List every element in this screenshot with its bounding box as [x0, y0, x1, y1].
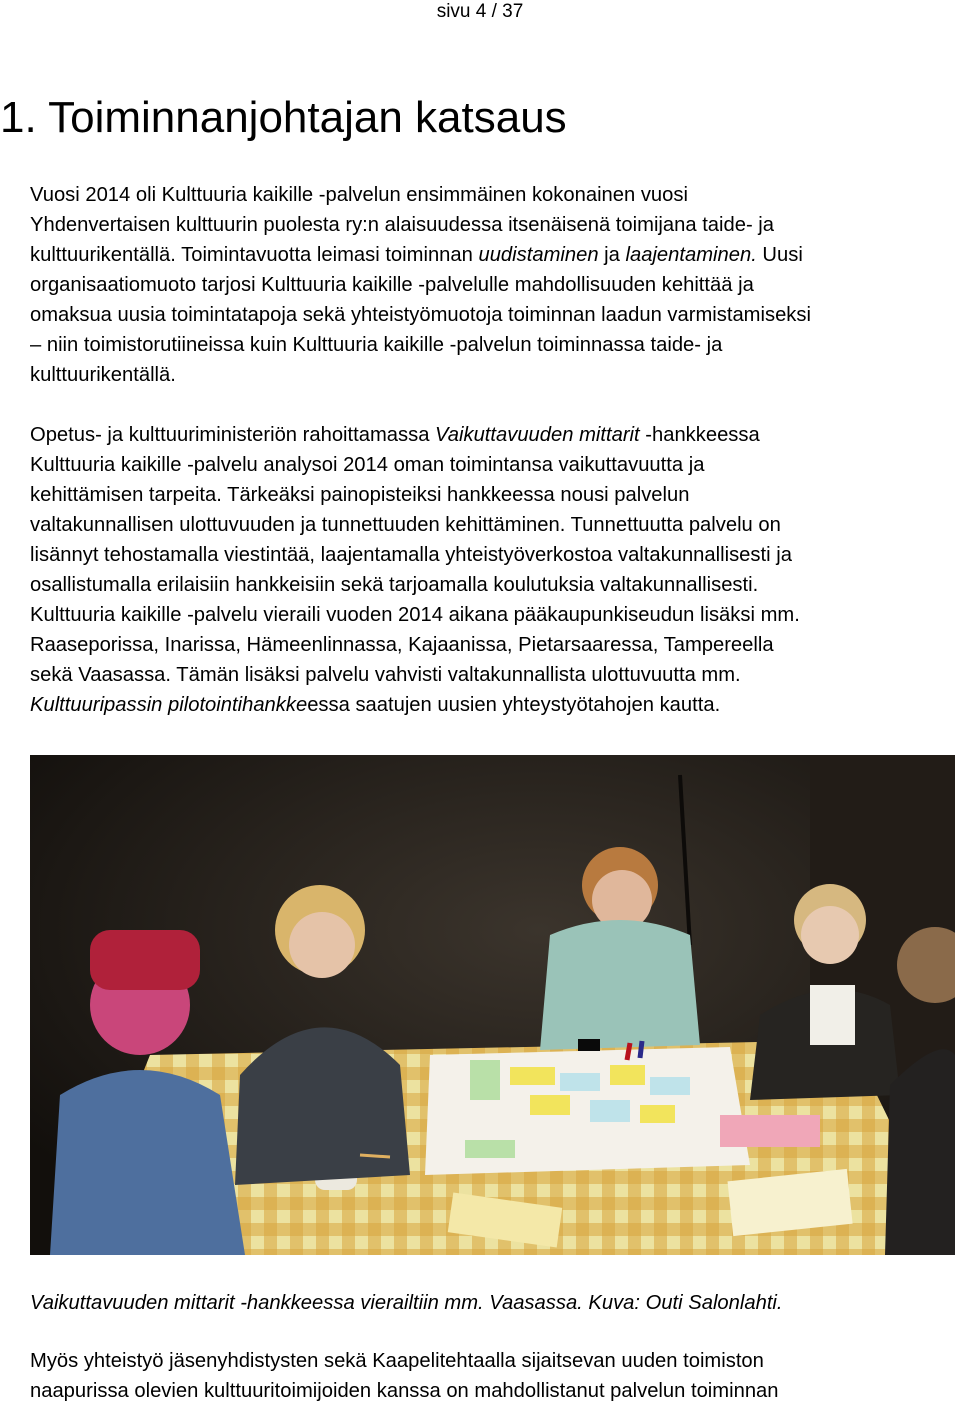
text-line: Yhdenvertaisen kulttuurin puolesta ry:n alaisuudessa itsenäisenä toimijana taide- ja	[30, 214, 775, 236]
emphasis: Kulttuuripassin pilotointihankke	[30, 694, 308, 716]
marker	[627, 1043, 630, 1060]
sticky-note	[640, 1105, 675, 1123]
text-line: Kulttuuria kaikille -palvelu vieraili vuoden 2014 aikana pääkaupunkiseudun lisäksi mm.	[30, 604, 800, 626]
sticky-note	[650, 1077, 690, 1095]
text-line: kehittämisen tarpeita. Tärkeäksi painopisteiksi hankkeessa nousi palvelun	[30, 484, 690, 506]
sticky-note	[590, 1100, 630, 1122]
pencil	[360, 1155, 390, 1157]
emphasis: laajentaminen.	[625, 244, 757, 266]
text-line: osallistumalla erilaisiin hankkeisiin sekä tarjoamalla koulutuksia valtakunnallisesti.	[30, 574, 759, 596]
text-line: valtakunnallisen ulottuvuuden ja tunnettuuden kehittäminen. Tunnettuutta palvelu on	[30, 514, 781, 536]
text-line: organisaatiomuoto tarjosi Kulttuuria kaikille -palvelulle mahdollisuuden kehittää ja	[30, 274, 754, 296]
pink-card	[720, 1115, 820, 1147]
project-paragraph	[30, 420, 960, 720]
phone	[578, 1039, 600, 1051]
text-line: Vuosi 2014 oli Kulttuuria kaikille -palvelun ensimmäinen kokonainen vuosi	[30, 184, 688, 206]
photo-caption: Vaikuttavuuden mittarit -hankkeessa vierailtiin mm. Vaasassa. Kuva: Outi Salonlahti.	[30, 1292, 783, 1314]
marker	[640, 1041, 642, 1058]
text-line: kulttuurikentällä.	[30, 364, 176, 386]
section-title: 1. Toiminnanjohtajan katsaus	[0, 93, 567, 142]
closing-paragraph	[30, 1346, 960, 1406]
sticky-note	[560, 1073, 600, 1091]
text-line: omaksua uusia toimintatapoja sekä yhteistyömuotoja toiminnan laadun varmistamiseksi	[30, 304, 811, 326]
text-line: kulttuurikentällä. Toimintavuotta leimasi toiminnan uudistaminen ja laajentaminen. Uusi	[30, 244, 803, 266]
text-line: sekä Vaasassa. Tämän lisäksi palvelu vahvisti valtakunnallista ulottuvuutta mm.	[30, 664, 741, 686]
text-line: Myös yhteistyö jäsenyhdistysten sekä Kaapelitehtaalla sijaitsevan uuden toimiston	[30, 1350, 764, 1372]
sticky-note	[510, 1067, 555, 1085]
text-line: Kulttuuria kaikille -palvelu analysoi 2014 oman toimintansa vaikuttavuutta ja	[30, 454, 705, 476]
photo-illustration	[30, 755, 955, 1255]
text-line: Raaseporissa, Inarissa, Hämeenlinnassa, Kajaanissa, Pietarsaaressa, Tampereella	[30, 634, 774, 656]
sticky-note	[610, 1065, 645, 1085]
text-line: lisännyt tehostamalla viestintää, laajentamalla yhteistyöverkostoa valtakunnallisesti ja	[30, 544, 792, 566]
intro-paragraph	[30, 180, 960, 390]
text-line: Opetus- ja kulttuuriministeriön rahoittamassa Vaikuttavuuden mittarit -hankkeessa	[30, 424, 760, 446]
text-line: naapurissa olevien kulttuuritoimijoiden kanssa on mahdollistanut palvelun toiminnan	[30, 1380, 779, 1402]
text-line: Kulttuuripassin pilotointihankkeessa saatujen uusien yhteystyötahojen kautta.	[30, 694, 721, 716]
sticky-pad	[465, 1140, 515, 1158]
emphasis: Vaikuttavuuden mittarit	[435, 424, 640, 446]
emphasis: uudistaminen	[478, 244, 599, 266]
text-line: – niin toimistorutiineissa kuin Kulttuuria kaikille -palvelun toiminnassa taide- ja	[30, 334, 723, 356]
sticky-note	[530, 1095, 570, 1115]
workshop-photo	[30, 755, 955, 1255]
page-number: sivu 4 / 37	[436, 1, 524, 22]
sticky-note	[470, 1060, 500, 1100]
